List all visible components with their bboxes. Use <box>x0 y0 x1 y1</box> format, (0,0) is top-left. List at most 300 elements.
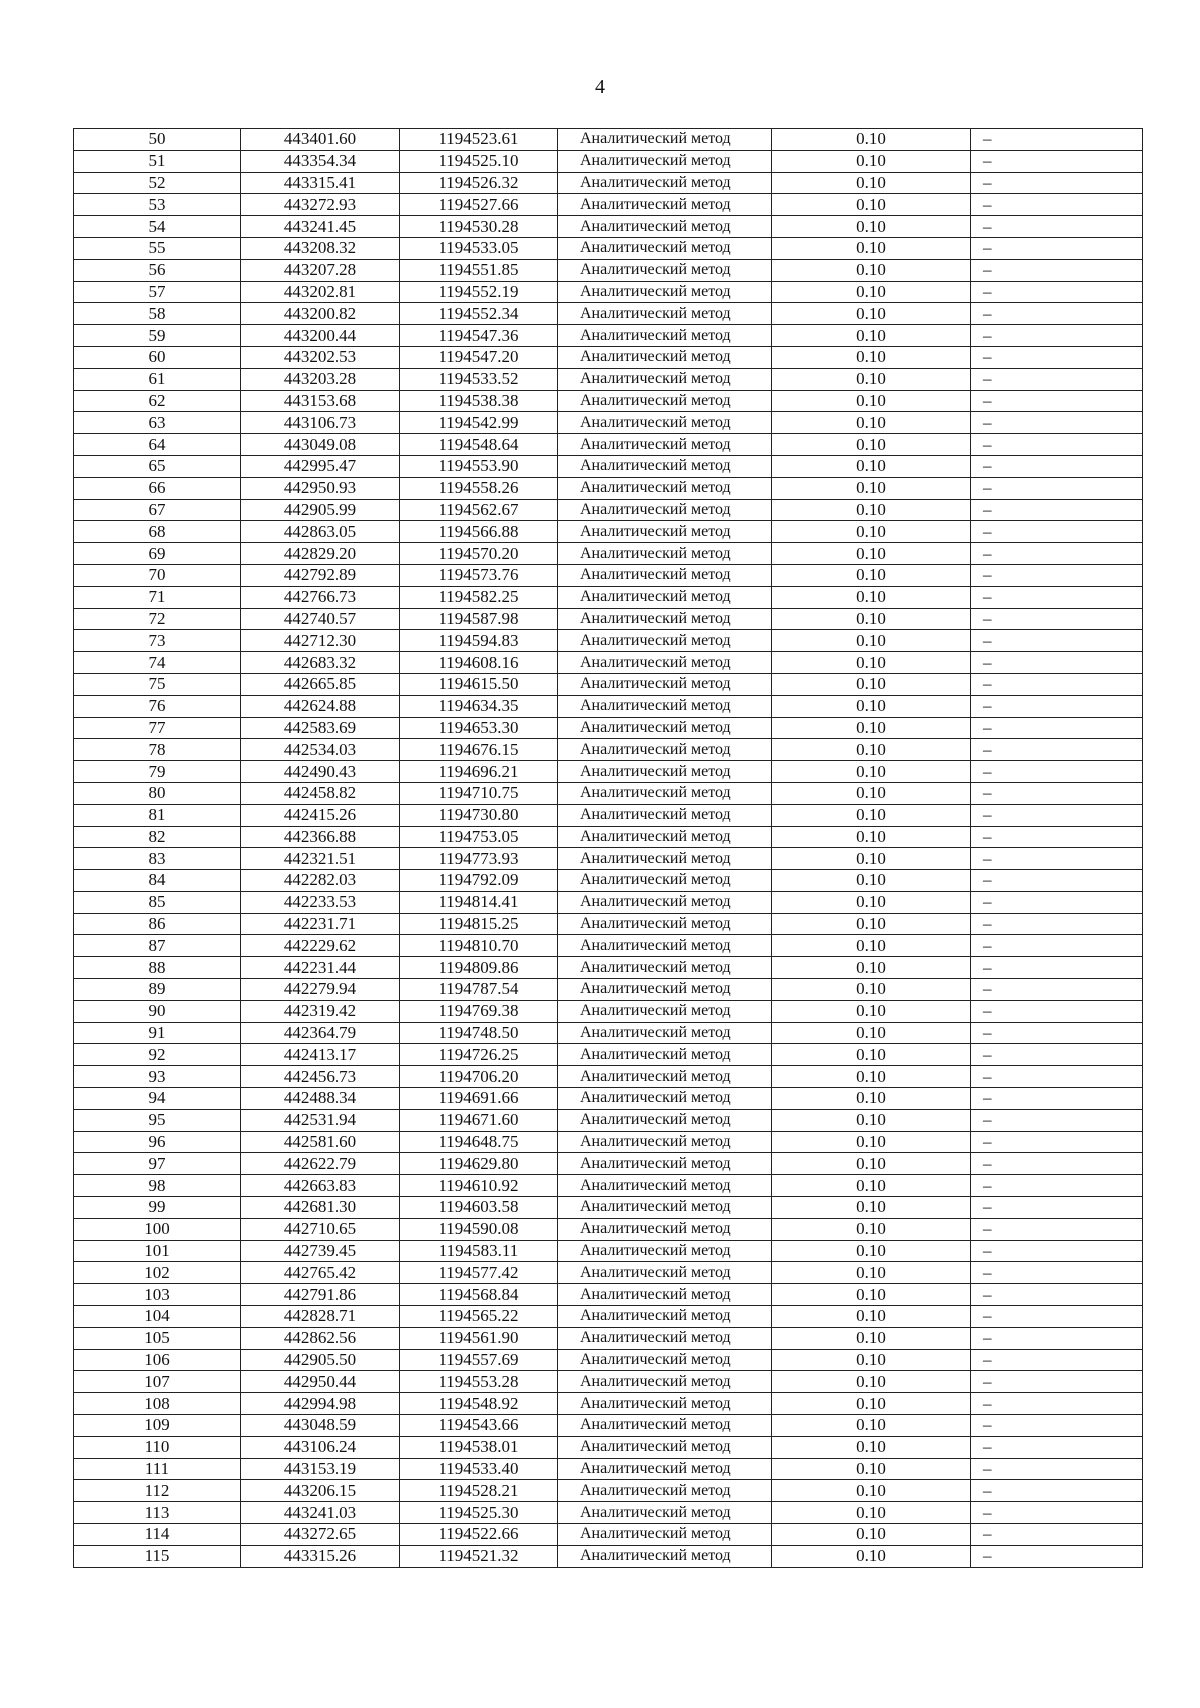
x-coordinate-cell: 443208.32 <box>241 237 400 259</box>
method-cell: Аналитический метод <box>558 979 772 1001</box>
note-cell: – <box>971 499 1143 521</box>
y-coordinate-cell: 1194561.90 <box>400 1327 558 1349</box>
point-number-cell: 81 <box>74 804 241 826</box>
y-coordinate-cell: 1194809.86 <box>400 957 558 979</box>
accuracy-cell: 0.10 <box>772 652 971 674</box>
note-cell: – <box>971 979 1143 1001</box>
x-coordinate-cell: 442488.34 <box>241 1088 400 1110</box>
point-number-cell: 109 <box>74 1415 241 1437</box>
method-cell: Аналитический метод <box>558 477 772 499</box>
note-cell: – <box>971 782 1143 804</box>
method-cell: Аналитический метод <box>558 957 772 979</box>
method-cell: Аналитический метод <box>558 303 772 325</box>
note-cell: – <box>971 739 1143 761</box>
x-coordinate-cell: 442766.73 <box>241 586 400 608</box>
method-cell: Аналитический метод <box>558 412 772 434</box>
note-cell: – <box>971 390 1143 412</box>
accuracy-cell: 0.10 <box>772 717 971 739</box>
method-cell: Аналитический метод <box>558 695 772 717</box>
y-coordinate-cell: 1194706.20 <box>400 1066 558 1088</box>
y-coordinate-cell: 1194551.85 <box>400 259 558 281</box>
note-cell: – <box>971 1436 1143 1458</box>
table-row <box>74 1240 1143 1262</box>
point-number-cell: 115 <box>74 1545 241 1567</box>
x-coordinate-cell: 442950.93 <box>241 477 400 499</box>
method-cell: Аналитический метод <box>558 1000 772 1022</box>
table-row <box>74 455 1143 477</box>
table-row <box>74 913 1143 935</box>
y-coordinate-cell: 1194691.66 <box>400 1088 558 1110</box>
table-row <box>74 870 1143 892</box>
y-coordinate-cell: 1194610.92 <box>400 1175 558 1197</box>
y-coordinate-cell: 1194526.32 <box>400 172 558 194</box>
accuracy-cell: 0.10 <box>772 1502 971 1524</box>
method-cell: Аналитический метод <box>558 1153 772 1175</box>
y-coordinate-cell: 1194726.25 <box>400 1044 558 1066</box>
point-number-cell: 58 <box>74 303 241 325</box>
note-cell: – <box>971 761 1143 783</box>
x-coordinate-cell: 442279.94 <box>241 979 400 1001</box>
note-cell: – <box>971 673 1143 695</box>
x-coordinate-cell: 443153.19 <box>241 1458 400 1480</box>
method-cell: Аналитический метод <box>558 1502 772 1524</box>
accuracy-cell: 0.10 <box>772 499 971 521</box>
y-coordinate-cell: 1194634.35 <box>400 695 558 717</box>
y-coordinate-cell: 1194553.90 <box>400 455 558 477</box>
method-cell: Аналитический метод <box>558 1175 772 1197</box>
note-cell: – <box>971 368 1143 390</box>
accuracy-cell: 0.10 <box>772 346 971 368</box>
x-coordinate-cell: 443200.44 <box>241 325 400 347</box>
table-row <box>74 129 1143 151</box>
x-coordinate-cell: 442995.47 <box>241 455 400 477</box>
note-cell: – <box>971 586 1143 608</box>
x-coordinate-cell: 442456.73 <box>241 1066 400 1088</box>
method-cell: Аналитический метод <box>558 325 772 347</box>
method-cell: Аналитический метод <box>558 281 772 303</box>
point-number-cell: 89 <box>74 979 241 1001</box>
accuracy-cell: 0.10 <box>772 150 971 172</box>
point-number-cell: 79 <box>74 761 241 783</box>
point-number-cell: 54 <box>74 216 241 238</box>
accuracy-cell: 0.10 <box>772 1393 971 1415</box>
table-row <box>74 1109 1143 1131</box>
point-number-cell: 114 <box>74 1524 241 1546</box>
accuracy-cell: 0.10 <box>772 608 971 630</box>
x-coordinate-cell: 443203.28 <box>241 368 400 390</box>
table-row <box>74 325 1143 347</box>
note-cell: – <box>971 325 1143 347</box>
y-coordinate-cell: 1194815.25 <box>400 913 558 935</box>
note-cell: – <box>971 543 1143 565</box>
accuracy-cell: 0.10 <box>772 1088 971 1110</box>
accuracy-cell: 0.10 <box>772 1327 971 1349</box>
table-row <box>74 804 1143 826</box>
method-cell: Аналитический метод <box>558 172 772 194</box>
x-coordinate-cell: 443272.93 <box>241 194 400 216</box>
accuracy-cell: 0.10 <box>772 1480 971 1502</box>
note-cell: – <box>971 1218 1143 1240</box>
point-number-cell: 84 <box>74 870 241 892</box>
table-row <box>74 848 1143 870</box>
table-row <box>74 346 1143 368</box>
y-coordinate-cell: 1194538.01 <box>400 1436 558 1458</box>
accuracy-cell: 0.10 <box>772 1000 971 1022</box>
note-cell: – <box>971 848 1143 870</box>
y-coordinate-cell: 1194629.80 <box>400 1153 558 1175</box>
y-coordinate-cell: 1194525.30 <box>400 1502 558 1524</box>
method-cell: Аналитический метод <box>558 652 772 674</box>
accuracy-cell: 0.10 <box>772 1218 971 1240</box>
table-row <box>74 237 1143 259</box>
method-cell: Аналитический метод <box>558 1327 772 1349</box>
note-cell: – <box>971 1545 1143 1567</box>
method-cell: Аналитический метод <box>558 434 772 456</box>
note-cell: – <box>971 1415 1143 1437</box>
note-cell: – <box>971 1022 1143 1044</box>
accuracy-cell: 0.10 <box>772 1109 971 1131</box>
accuracy-cell: 0.10 <box>772 434 971 456</box>
method-cell: Аналитический метод <box>558 1349 772 1371</box>
x-coordinate-cell: 442791.86 <box>241 1284 400 1306</box>
point-number-cell: 90 <box>74 1000 241 1022</box>
y-coordinate-cell: 1194533.52 <box>400 368 558 390</box>
note-cell: – <box>971 129 1143 151</box>
method-cell: Аналитический метод <box>558 1109 772 1131</box>
x-coordinate-cell: 443202.53 <box>241 346 400 368</box>
table-row <box>74 390 1143 412</box>
coordinates-table-body <box>74 129 1143 1568</box>
method-cell: Аналитический метод <box>558 1306 772 1328</box>
note-cell: – <box>971 1175 1143 1197</box>
accuracy-cell: 0.10 <box>772 1240 971 1262</box>
y-coordinate-cell: 1194594.83 <box>400 630 558 652</box>
table-row <box>74 477 1143 499</box>
table-row <box>74 673 1143 695</box>
table-row <box>74 891 1143 913</box>
table-row <box>74 717 1143 739</box>
point-number-cell: 111 <box>74 1458 241 1480</box>
method-cell: Аналитический метод <box>558 1545 772 1567</box>
point-number-cell: 53 <box>74 194 241 216</box>
method-cell: Аналитический метод <box>558 761 772 783</box>
note-cell: – <box>971 695 1143 717</box>
note-cell: – <box>971 412 1143 434</box>
note-cell: – <box>971 216 1143 238</box>
method-cell: Аналитический метод <box>558 608 772 630</box>
accuracy-cell: 0.10 <box>772 782 971 804</box>
table-row <box>74 1284 1143 1306</box>
method-cell: Аналитический метод <box>558 455 772 477</box>
accuracy-cell: 0.10 <box>772 303 971 325</box>
method-cell: Аналитический метод <box>558 1197 772 1219</box>
accuracy-cell: 0.10 <box>772 543 971 565</box>
y-coordinate-cell: 1194553.28 <box>400 1371 558 1393</box>
table-row <box>74 1306 1143 1328</box>
method-cell: Аналитический метод <box>558 368 772 390</box>
method-cell: Аналитический метод <box>558 259 772 281</box>
x-coordinate-cell: 442583.69 <box>241 717 400 739</box>
method-cell: Аналитический метод <box>558 1240 772 1262</box>
method-cell: Аналитический метод <box>558 826 772 848</box>
y-coordinate-cell: 1194565.22 <box>400 1306 558 1328</box>
method-cell: Аналитический метод <box>558 150 772 172</box>
method-cell: Аналитический метод <box>558 1284 772 1306</box>
method-cell: Аналитический метод <box>558 1480 772 1502</box>
method-cell: Аналитический метод <box>558 804 772 826</box>
table-row <box>74 150 1143 172</box>
point-number-cell: 67 <box>74 499 241 521</box>
method-cell: Аналитический метод <box>558 1022 772 1044</box>
table-row <box>74 564 1143 586</box>
accuracy-cell: 0.10 <box>772 761 971 783</box>
note-cell: – <box>971 1284 1143 1306</box>
x-coordinate-cell: 443207.28 <box>241 259 400 281</box>
y-coordinate-cell: 1194530.28 <box>400 216 558 238</box>
y-coordinate-cell: 1194608.16 <box>400 652 558 674</box>
method-cell: Аналитический метод <box>558 630 772 652</box>
note-cell: – <box>971 172 1143 194</box>
point-number-cell: 51 <box>74 150 241 172</box>
point-number-cell: 98 <box>74 1175 241 1197</box>
accuracy-cell: 0.10 <box>772 695 971 717</box>
accuracy-cell: 0.10 <box>772 979 971 1001</box>
note-cell: – <box>971 434 1143 456</box>
point-number-cell: 107 <box>74 1371 241 1393</box>
point-number-cell: 62 <box>74 390 241 412</box>
y-coordinate-cell: 1194566.88 <box>400 521 558 543</box>
note-cell: – <box>971 1458 1143 1480</box>
point-number-cell: 85 <box>74 891 241 913</box>
point-number-cell: 95 <box>74 1109 241 1131</box>
y-coordinate-cell: 1194603.58 <box>400 1197 558 1219</box>
method-cell: Аналитический метод <box>558 935 772 957</box>
point-number-cell: 101 <box>74 1240 241 1262</box>
accuracy-cell: 0.10 <box>772 216 971 238</box>
x-coordinate-cell: 442663.83 <box>241 1175 400 1197</box>
table-row <box>74 194 1143 216</box>
note-cell: – <box>971 935 1143 957</box>
point-number-cell: 97 <box>74 1153 241 1175</box>
table-row <box>74 368 1143 390</box>
accuracy-cell: 0.10 <box>772 325 971 347</box>
x-coordinate-cell: 442319.42 <box>241 1000 400 1022</box>
method-cell: Аналитический метод <box>558 1436 772 1458</box>
point-number-cell: 61 <box>74 368 241 390</box>
x-coordinate-cell: 442231.44 <box>241 957 400 979</box>
y-coordinate-cell: 1194792.09 <box>400 870 558 892</box>
method-cell: Аналитический метод <box>558 1088 772 1110</box>
x-coordinate-cell: 443206.15 <box>241 1480 400 1502</box>
x-coordinate-cell: 443049.08 <box>241 434 400 456</box>
table-row <box>74 957 1143 979</box>
point-number-cell: 71 <box>74 586 241 608</box>
y-coordinate-cell: 1194814.41 <box>400 891 558 913</box>
note-cell: – <box>971 1044 1143 1066</box>
method-cell: Аналитический метод <box>558 194 772 216</box>
y-coordinate-cell: 1194587.98 <box>400 608 558 630</box>
y-coordinate-cell: 1194573.76 <box>400 564 558 586</box>
method-cell: Аналитический метод <box>558 543 772 565</box>
note-cell: – <box>971 1393 1143 1415</box>
y-coordinate-cell: 1194671.60 <box>400 1109 558 1131</box>
note-cell: – <box>971 237 1143 259</box>
note-cell: – <box>971 1197 1143 1219</box>
note-cell: – <box>971 1524 1143 1546</box>
note-cell: – <box>971 913 1143 935</box>
table-row <box>74 216 1143 238</box>
y-coordinate-cell: 1194527.66 <box>400 194 558 216</box>
note-cell: – <box>971 1502 1143 1524</box>
note-cell: – <box>971 1371 1143 1393</box>
y-coordinate-cell: 1194543.66 <box>400 1415 558 1437</box>
accuracy-cell: 0.10 <box>772 1131 971 1153</box>
point-number-cell: 104 <box>74 1306 241 1328</box>
accuracy-cell: 0.10 <box>772 1458 971 1480</box>
accuracy-cell: 0.10 <box>772 848 971 870</box>
point-number-cell: 88 <box>74 957 241 979</box>
x-coordinate-cell: 442231.71 <box>241 913 400 935</box>
method-cell: Аналитический метод <box>558 390 772 412</box>
table-row <box>74 1502 1143 1524</box>
table-row <box>74 630 1143 652</box>
y-coordinate-cell: 1194590.08 <box>400 1218 558 1240</box>
point-number-cell: 75 <box>74 673 241 695</box>
y-coordinate-cell: 1194562.67 <box>400 499 558 521</box>
accuracy-cell: 0.10 <box>772 1371 971 1393</box>
table-row <box>74 1415 1143 1437</box>
x-coordinate-cell: 442581.60 <box>241 1131 400 1153</box>
note-cell: – <box>971 150 1143 172</box>
x-coordinate-cell: 442665.85 <box>241 673 400 695</box>
table-row <box>74 303 1143 325</box>
method-cell: Аналитический метод <box>558 1262 772 1284</box>
method-cell: Аналитический метод <box>558 782 772 804</box>
table-row <box>74 826 1143 848</box>
method-cell: Аналитический метод <box>558 1458 772 1480</box>
accuracy-cell: 0.10 <box>772 455 971 477</box>
point-number-cell: 56 <box>74 259 241 281</box>
x-coordinate-cell: 442863.05 <box>241 521 400 543</box>
point-number-cell: 63 <box>74 412 241 434</box>
x-coordinate-cell: 442828.71 <box>241 1306 400 1328</box>
accuracy-cell: 0.10 <box>772 412 971 434</box>
x-coordinate-cell: 442739.45 <box>241 1240 400 1262</box>
x-coordinate-cell: 443272.65 <box>241 1524 400 1546</box>
note-cell: – <box>971 194 1143 216</box>
point-number-cell: 76 <box>74 695 241 717</box>
note-cell: – <box>971 564 1143 586</box>
y-coordinate-cell: 1194521.32 <box>400 1545 558 1567</box>
table-row <box>74 281 1143 303</box>
y-coordinate-cell: 1194538.38 <box>400 390 558 412</box>
accuracy-cell: 0.10 <box>772 1349 971 1371</box>
accuracy-cell: 0.10 <box>772 521 971 543</box>
note-cell: – <box>971 1066 1143 1088</box>
x-coordinate-cell: 442829.20 <box>241 543 400 565</box>
x-coordinate-cell: 443315.41 <box>241 172 400 194</box>
point-number-cell: 72 <box>74 608 241 630</box>
y-coordinate-cell: 1194523.61 <box>400 129 558 151</box>
table-row <box>74 1458 1143 1480</box>
accuracy-cell: 0.10 <box>772 739 971 761</box>
note-cell: – <box>971 652 1143 674</box>
table-row <box>74 1262 1143 1284</box>
method-cell: Аналитический метод <box>558 586 772 608</box>
x-coordinate-cell: 442792.89 <box>241 564 400 586</box>
method-cell: Аналитический метод <box>558 1131 772 1153</box>
table-row <box>74 739 1143 761</box>
table-row <box>74 1131 1143 1153</box>
x-coordinate-cell: 442712.30 <box>241 630 400 652</box>
x-coordinate-cell: 442862.56 <box>241 1327 400 1349</box>
note-cell: – <box>971 826 1143 848</box>
x-coordinate-cell: 442624.88 <box>241 695 400 717</box>
x-coordinate-cell: 442458.82 <box>241 782 400 804</box>
note-cell: – <box>971 1349 1143 1371</box>
y-coordinate-cell: 1194810.70 <box>400 935 558 957</box>
table-row <box>74 1545 1143 1567</box>
accuracy-cell: 0.10 <box>772 1415 971 1437</box>
y-coordinate-cell: 1194552.34 <box>400 303 558 325</box>
x-coordinate-cell: 442282.03 <box>241 870 400 892</box>
note-cell: – <box>971 1480 1143 1502</box>
table-row <box>74 979 1143 1001</box>
table-row <box>74 1022 1143 1044</box>
point-number-cell: 83 <box>74 848 241 870</box>
x-coordinate-cell: 443153.68 <box>241 390 400 412</box>
x-coordinate-cell: 442233.53 <box>241 891 400 913</box>
method-cell: Аналитический метод <box>558 891 772 913</box>
accuracy-cell: 0.10 <box>772 281 971 303</box>
x-coordinate-cell: 442229.62 <box>241 935 400 957</box>
x-coordinate-cell: 442710.65 <box>241 1218 400 1240</box>
method-cell: Аналитический метод <box>558 216 772 238</box>
point-number-cell: 55 <box>74 237 241 259</box>
y-coordinate-cell: 1194558.26 <box>400 477 558 499</box>
method-cell: Аналитический метод <box>558 1371 772 1393</box>
y-coordinate-cell: 1194552.19 <box>400 281 558 303</box>
point-number-cell: 87 <box>74 935 241 957</box>
method-cell: Аналитический метод <box>558 237 772 259</box>
method-cell: Аналитический метод <box>558 1218 772 1240</box>
y-coordinate-cell: 1194570.20 <box>400 543 558 565</box>
table-row <box>74 935 1143 957</box>
x-coordinate-cell: 443200.82 <box>241 303 400 325</box>
y-coordinate-cell: 1194542.99 <box>400 412 558 434</box>
point-number-cell: 64 <box>74 434 241 456</box>
accuracy-cell: 0.10 <box>772 1306 971 1328</box>
point-number-cell: 86 <box>74 913 241 935</box>
method-cell: Аналитический метод <box>558 870 772 892</box>
point-number-cell: 96 <box>74 1131 241 1153</box>
x-coordinate-cell: 442413.17 <box>241 1044 400 1066</box>
note-cell: – <box>971 870 1143 892</box>
table-row <box>74 259 1143 281</box>
y-coordinate-cell: 1194753.05 <box>400 826 558 848</box>
y-coordinate-cell: 1194522.66 <box>400 1524 558 1546</box>
table-row <box>74 1480 1143 1502</box>
note-cell: – <box>971 1240 1143 1262</box>
accuracy-cell: 0.10 <box>772 804 971 826</box>
accuracy-cell: 0.10 <box>772 1284 971 1306</box>
table-row <box>74 1524 1143 1546</box>
note-cell: – <box>971 521 1143 543</box>
accuracy-cell: 0.10 <box>772 1066 971 1088</box>
note-cell: – <box>971 281 1143 303</box>
point-number-cell: 59 <box>74 325 241 347</box>
point-number-cell: 91 <box>74 1022 241 1044</box>
